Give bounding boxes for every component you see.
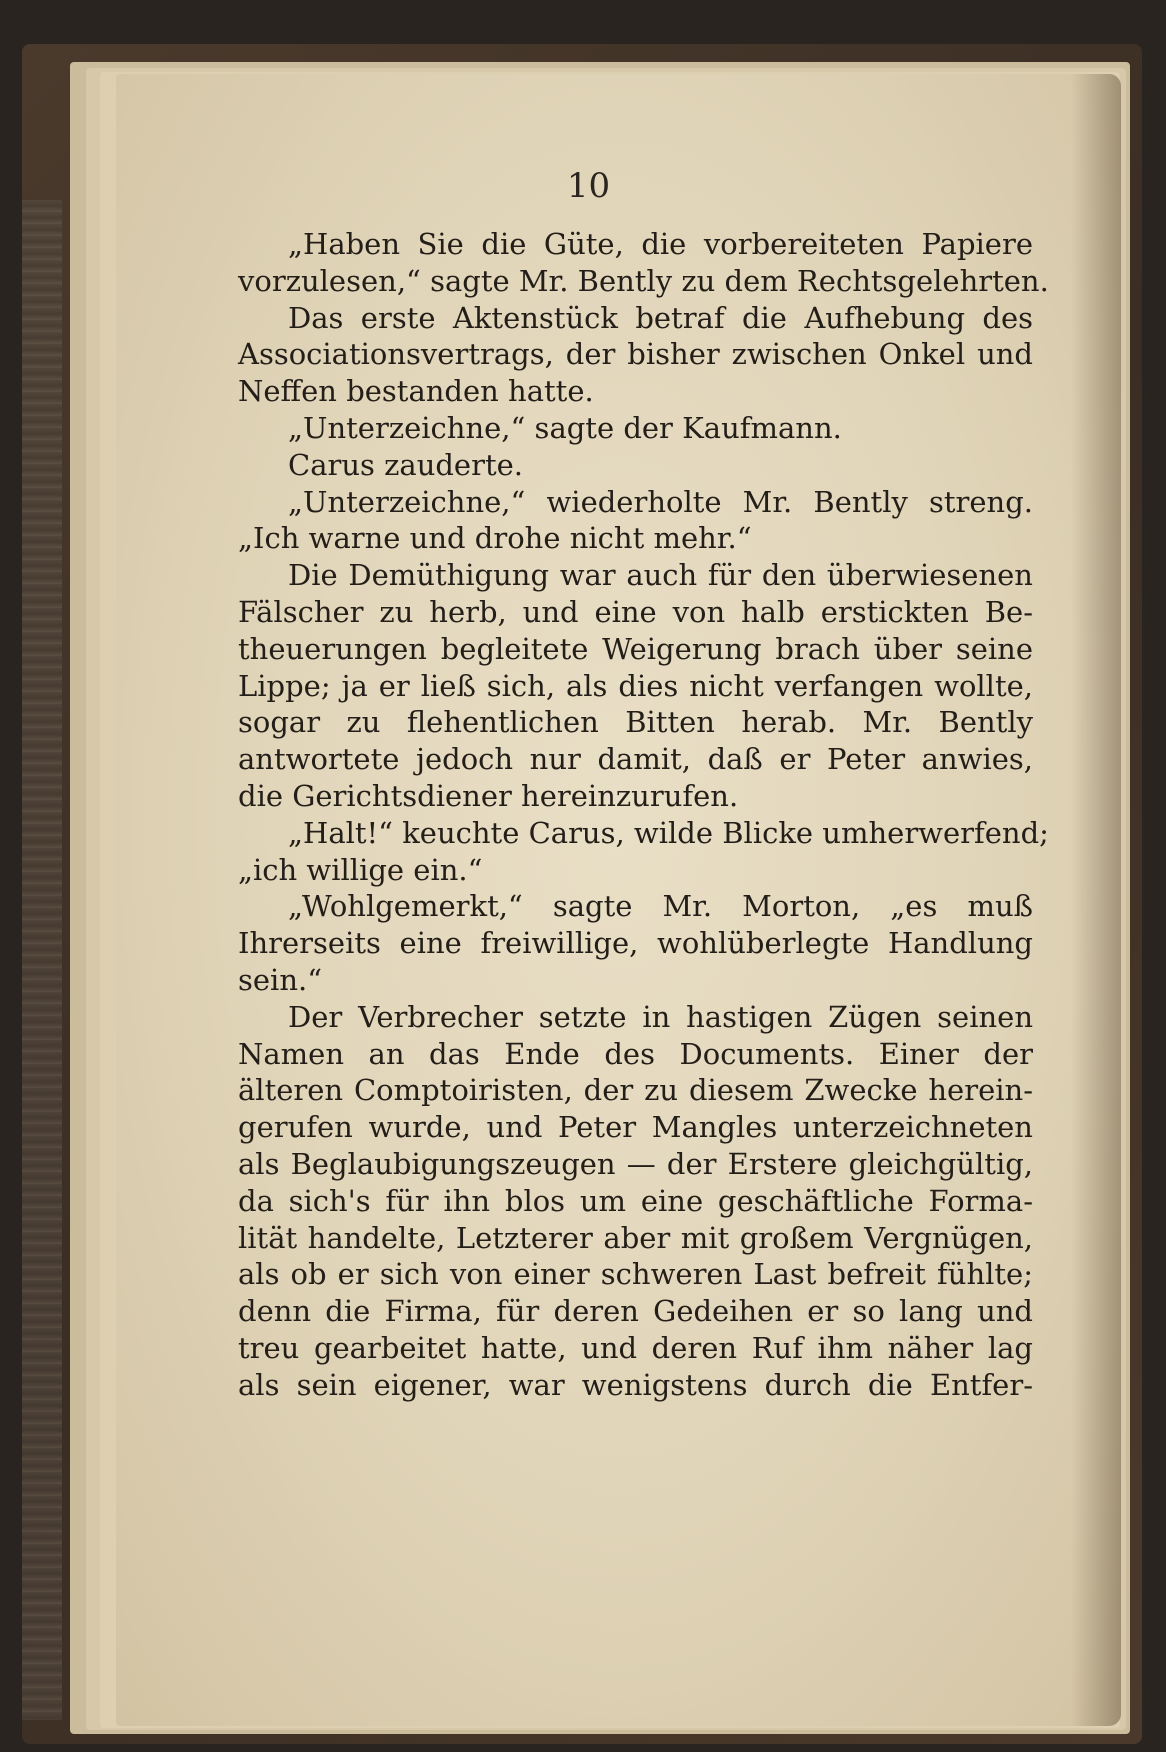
text-line: antwortete jedoch nur damit, daß er Peter anwies, xyxy=(238,742,1033,777)
text-line: sein.“ xyxy=(238,962,323,997)
text-line: Associationsvertrags, der bisher zwischen Onkel und xyxy=(238,337,1033,372)
text-line: theuerungen begleitete Weigerung brach über seine xyxy=(238,631,1033,666)
text-line: „Haben Sie die Güte, die vorbereiteten Papiere xyxy=(288,227,1033,261)
text-line: „Ich warne und drohe nicht mehr.“ xyxy=(238,521,752,556)
gutter-shadow xyxy=(1071,74,1121,1726)
text-line: Die Demüthigung war auch für den überwiesenen xyxy=(288,558,1033,593)
book-page xyxy=(116,74,1121,1726)
text-line: „Unterzeichne,“ sagte der Kaufmann. xyxy=(288,410,842,445)
text-line: Neffen bestanden hatte. xyxy=(238,374,594,409)
text-line: Lippe; ja er ließ sich, als dies nicht verfangen wollte, xyxy=(238,668,1033,703)
text-line: Das erste Aktenstück betraf die Aufhebung des xyxy=(288,300,1033,335)
text-line: Namen an das Ende des Documents. Einer der xyxy=(238,1036,1033,1071)
text-line: gerufen wurde, und Peter Mangles unterzeichneten xyxy=(238,1110,1033,1145)
text-line: Carus zauderte. xyxy=(288,447,523,482)
text-line: Fälscher zu herb, und eine von halb erstickten Be- xyxy=(238,594,1033,629)
text-line: sogar zu flehentlichen Bitten herab. Mr. Bently xyxy=(238,705,1033,740)
body-text xyxy=(238,226,1049,1404)
text-line: als ob er sich von einer schweren Last befreit fühlte; xyxy=(238,1257,1033,1292)
text-line: lität handelte, Letzterer aber mit großem Vergnügen, xyxy=(238,1220,1033,1255)
text-line: „Wohlgemerkt,“ sagte Mr. Morton, „es muß xyxy=(288,889,1033,924)
binding-edge xyxy=(22,200,62,1720)
text-line: da sich's für ihn blos um eine geschäftliche Forma- xyxy=(238,1183,1033,1218)
text-line: die Gerichtsdiener hereinzurufen. xyxy=(238,778,739,813)
text-line: „Halt!“ keuchte Carus, wilde Blicke umherwerfend; xyxy=(288,815,1049,850)
text-line: Ihrerseits eine freiwillige, wohlüberlegte Handlung xyxy=(238,926,1033,961)
text-line: älteren Comptoiristen, der zu diesem Zwecke herein- xyxy=(238,1073,1033,1108)
text-line: denn die Firma, für deren Gedeihen er so lang und xyxy=(238,1294,1033,1329)
text-line: Der Verbrecher setzte in hastigen Zügen seinen xyxy=(288,999,1033,1034)
text-line: vorzulesen,“ sagte Mr. Bently zu dem Rechtsgelehrten. xyxy=(238,263,1049,298)
text-line: als Beglaubigungszeugen — der Erstere gleichgültig, xyxy=(238,1146,1033,1181)
text-line: treu gearbeitet hatte, und deren Ruf ihm näher lag xyxy=(238,1330,1033,1365)
text-line: als sein eigener, war wenigstens durch die Entfer- xyxy=(238,1367,1033,1402)
text-line: „Unterzeichne,“ wiederholte Mr. Bently streng. xyxy=(288,484,1033,519)
text-line: „ich willige ein.“ xyxy=(238,852,483,887)
page-number: 10 xyxy=(566,166,611,206)
